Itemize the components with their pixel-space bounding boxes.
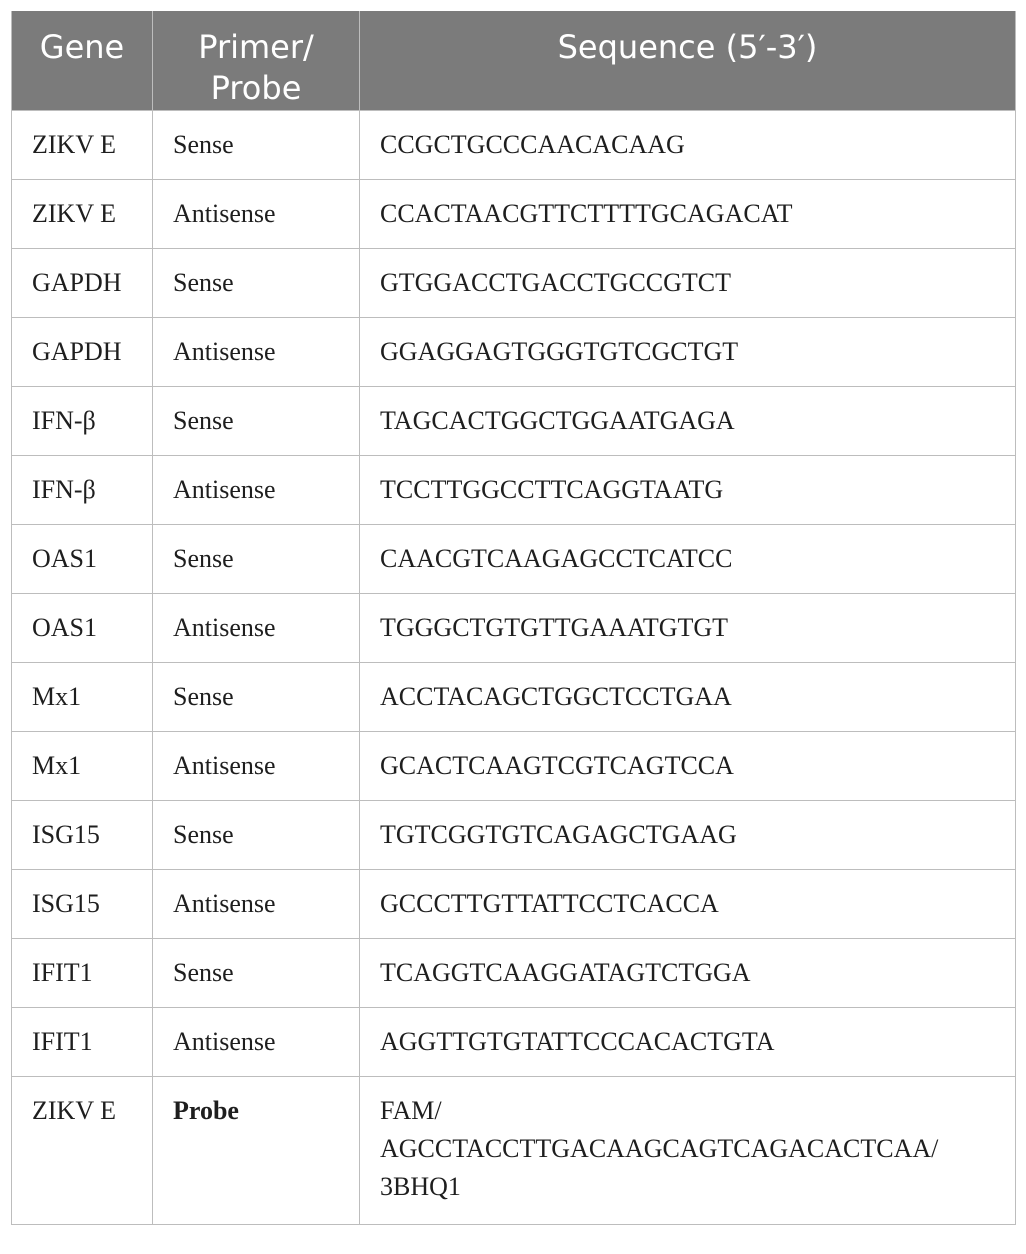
table-row: [12, 869, 1016, 938]
primer-type-cell: Antisense: [153, 317, 360, 386]
primer-type-cell: Antisense: [153, 593, 360, 662]
probe-sequence-line1: FAM/: [380, 1095, 442, 1125]
primer-type-cell: Antisense: [153, 1007, 360, 1076]
primer-type-cell: Sense: [153, 938, 360, 1007]
gene-cell: IFN-β: [12, 455, 153, 524]
gene-cell: OAS1: [12, 524, 153, 593]
primer-probe-table: [11, 11, 1016, 1225]
sequence-cell: TCAGGTCAAGGATAGTCTGGA: [360, 938, 1016, 1007]
table-row: [12, 524, 1016, 593]
primer-type-cell: Sense: [153, 386, 360, 455]
sequence-cell: GCCCTTGTTATTCCTCACCA: [360, 869, 1016, 938]
primer-type-cell: Sense: [153, 110, 360, 179]
gene-cell: ZIKV E: [12, 179, 153, 248]
primer-type-cell: Antisense: [153, 869, 360, 938]
sequence-cell: CCACTAACGTTCTTTTGCAGACAT: [360, 179, 1016, 248]
sequence-cell: TGGGCTGTGTTGAAATGTGT: [360, 593, 1016, 662]
sequence-cell: GTGGACCTGACCTGCCGTCT: [360, 248, 1016, 317]
table-row: [12, 455, 1016, 524]
table-row: [12, 317, 1016, 386]
sequence-cell: TAGCACTGGCTGGAATGAGA: [360, 386, 1016, 455]
gene-cell: Mx1: [12, 662, 153, 731]
probe-sequence-line2: AGCCTACCTTGACAAGCAGTCAGACACTCAA/: [380, 1133, 939, 1163]
sequence-cell: CCGCTGCCCAACACAAG: [360, 110, 1016, 179]
probe-row: [12, 1076, 1016, 1224]
header-primer-probe-line2: Probe: [210, 69, 302, 107]
header-primer-probe: [153, 11, 360, 110]
gene-cell: IFIT1: [12, 1007, 153, 1076]
gene-cell: ISG15: [12, 869, 153, 938]
table-row: [12, 800, 1016, 869]
sequence-cell: GCACTCAAGTCGTCAGTCCA: [360, 731, 1016, 800]
table-row: [12, 593, 1016, 662]
gene-cell: Mx1: [12, 731, 153, 800]
gene-cell: OAS1: [12, 593, 153, 662]
primer-table-container: [11, 11, 1015, 1225]
sequence-cell: AGGTTGTGTATTCCCACACTGTA: [360, 1007, 1016, 1076]
table-row: [12, 731, 1016, 800]
header-row: [12, 11, 1016, 110]
primer-type-cell: Antisense: [153, 731, 360, 800]
gene-cell: IFN-β: [12, 386, 153, 455]
table-row: [12, 938, 1016, 1007]
sequence-cell: TCCTTGGCCTTCAGGTAATG: [360, 455, 1016, 524]
primer-type-cell: Sense: [153, 248, 360, 317]
primer-type-cell: Antisense: [153, 455, 360, 524]
gene-cell: ISG15: [12, 800, 153, 869]
probe-type-cell: Probe: [153, 1076, 360, 1224]
gene-cell: GAPDH: [12, 317, 153, 386]
gene-cell: IFIT1: [12, 938, 153, 1007]
table-row: [12, 248, 1016, 317]
probe-sequence-cell: [360, 1076, 1016, 1224]
table-row: [12, 386, 1016, 455]
table-row: [12, 110, 1016, 179]
probe-sequence-line3: 3BHQ1: [380, 1171, 461, 1201]
sequence-cell: TGTCGGTGTCAGAGCTGAAG: [360, 800, 1016, 869]
gene-cell: ZIKV E: [12, 110, 153, 179]
table-row: [12, 179, 1016, 248]
gene-cell: ZIKV E: [12, 1076, 153, 1224]
primer-type-cell: Sense: [153, 662, 360, 731]
sequence-cell: CAACGTCAAGAGCCTCATCC: [360, 524, 1016, 593]
primer-type-cell: Sense: [153, 800, 360, 869]
table-row: [12, 662, 1016, 731]
gene-cell: GAPDH: [12, 248, 153, 317]
primer-type-cell: Antisense: [153, 179, 360, 248]
table-row: [12, 1007, 1016, 1076]
header-sequence: Sequence (5′-3′): [360, 11, 1016, 110]
sequence-cell: ACCTACAGCTGGCTCCTGAA: [360, 662, 1016, 731]
primer-type-cell: Sense: [153, 524, 360, 593]
header-primer-probe-line1: Primer/: [198, 28, 314, 66]
sequence-cell: GGAGGAGTGGGTGTCGCTGT: [360, 317, 1016, 386]
header-gene: Gene: [12, 11, 153, 110]
